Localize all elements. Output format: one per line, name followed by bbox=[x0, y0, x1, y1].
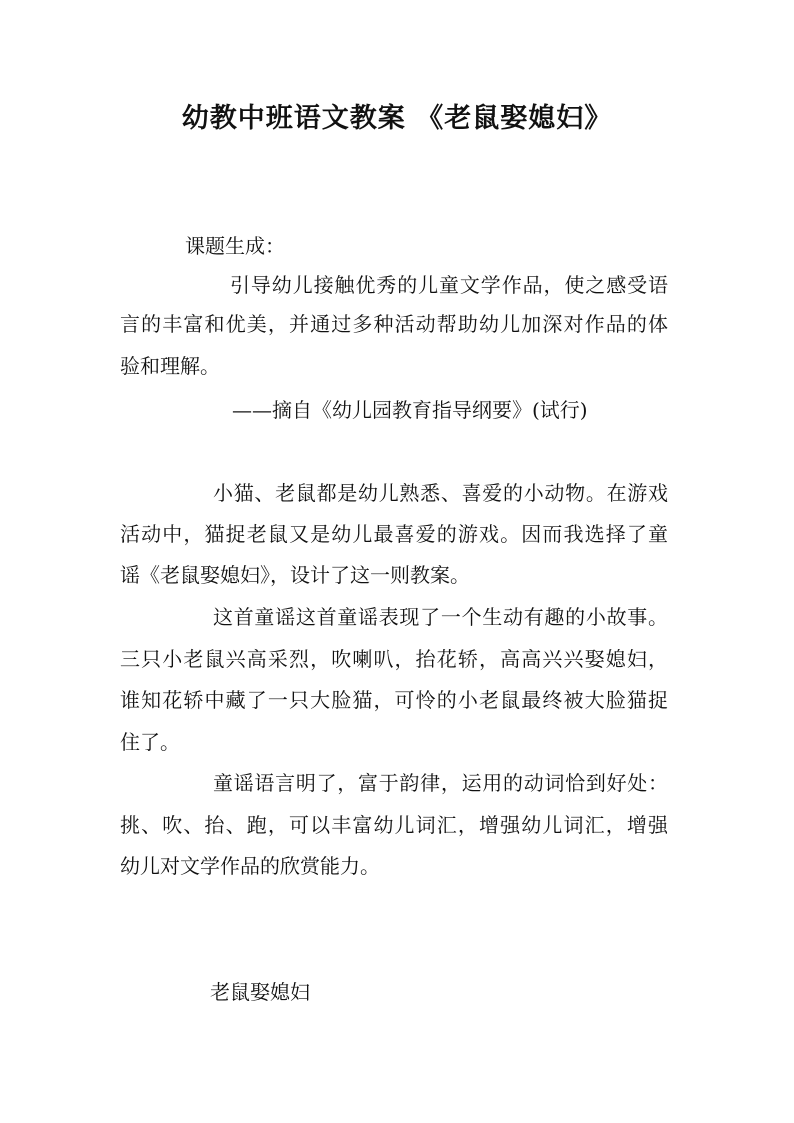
paragraph-line: 童谣语言明了，富于韵律，运用的动词恰到好处： bbox=[213, 771, 668, 795]
paragraph-line: 这首童谣这首童谣表现了一个生动有趣的小故事。 bbox=[213, 605, 668, 629]
paragraph-line: 谁知花轿中藏了一只大脸猫，可怜的小老鼠最终被大脸猫捉 bbox=[120, 688, 668, 712]
paragraph-line: 小猫、老鼠都是幼儿熟悉、喜爱的小动物。在游戏 bbox=[213, 481, 668, 505]
paragraph-line: 谣《老鼠娶媳妇》，设计了这一则教案。 bbox=[120, 563, 470, 587]
quote-source: ——摘自《幼儿园教育指导纲要》(试行) bbox=[232, 398, 588, 422]
paragraph-line: 三只小老鼠兴高采烈，吹喇叭，抬花轿，高高兴兴娶媳妇， bbox=[120, 647, 668, 671]
quote-line: 言的丰富和优美，并通过多种活动帮助幼儿加深对作品的体 bbox=[120, 312, 668, 336]
paragraph-line: 挑、吹、抬、跑，可以丰富幼儿词汇，增强幼儿词汇，增强 bbox=[120, 813, 668, 837]
quote-line: 验和理解。 bbox=[120, 354, 220, 378]
document-title: 幼教中班语文教案 《老鼠娶媳妇》 bbox=[181, 103, 613, 134]
paragraph-line: 幼儿对文学作品的欣赏能力。 bbox=[120, 854, 380, 878]
poem-title: 老鼠娶媳妇 bbox=[210, 980, 310, 1004]
paragraph-line: 活动中，猫捉老鼠又是幼儿最喜爱的游戏。因而我选择了童 bbox=[120, 522, 668, 546]
paragraph-line: 住了。 bbox=[120, 730, 180, 754]
quote-line: 引导幼儿接触优秀的儿童文学作品，使之感受语 bbox=[230, 273, 668, 297]
section-label: 课题生成： bbox=[185, 234, 285, 258]
